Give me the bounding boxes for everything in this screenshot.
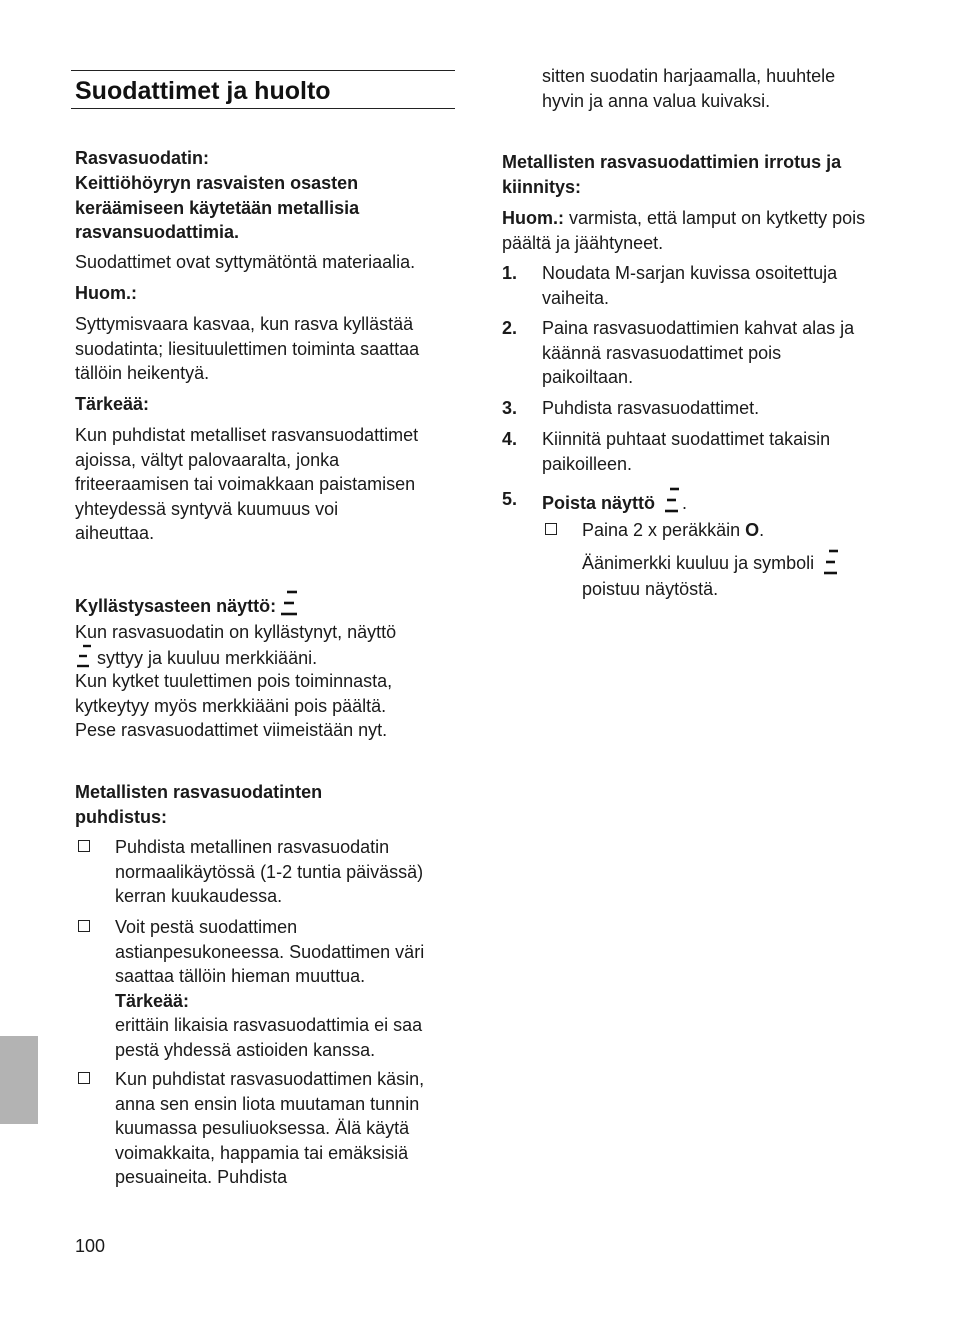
removal-heading: Metallisten rasvasuodattimien irrotus ja kiinnitys: bbox=[502, 152, 842, 197]
step-number: 2. bbox=[502, 318, 518, 338]
sub-result-line bbox=[582, 549, 886, 577]
chapter-tab bbox=[0, 1036, 38, 1124]
saturation-text-1a: Kun rasvasuodatin on kyllästynyt, näyttö bbox=[75, 622, 397, 642]
saturation-heading-text: Kyllästysasteen näyttö: bbox=[75, 596, 277, 616]
filter-saturation-icon bbox=[823, 549, 841, 577]
step-number: 1. bbox=[502, 263, 518, 283]
important-text: Kun puhdistat metalliset rasvansuodattimet ajoissa, vältyt palovaaralta, jonka friteeraamisen tai voimakkaan paistamisen yhteydessä syntyvä kuumuus voi aiheuttaa. bbox=[75, 425, 419, 543]
step-text: Paina rasvasuodattimien kahvat alas ja käännä rasvasuodattimet pois paikoiltaan. bbox=[542, 318, 855, 387]
sub-result-b: poistuu näytöstä. bbox=[582, 578, 719, 599]
removal-note-label: Huom.: bbox=[502, 208, 564, 228]
continuation-text: sitten suodatin harjaamalla, huuhtele hyvin ja anna valua kuivaksi. bbox=[542, 66, 836, 111]
section-title-box bbox=[71, 70, 455, 109]
step-number: 3. bbox=[502, 398, 518, 418]
filter-saturation-icon bbox=[281, 589, 301, 619]
key-o: O bbox=[745, 520, 760, 540]
checkbox-icon bbox=[78, 840, 90, 852]
checkbox-icon bbox=[78, 920, 90, 932]
sub-result-a: Äänimerkki kuuluu ja symboli bbox=[582, 552, 815, 573]
step-5-text: Poista näyttö bbox=[542, 493, 656, 513]
step-text: Puhdista rasvasuodattimet. bbox=[542, 398, 760, 418]
cleaning-item-2-wrap bbox=[115, 915, 455, 1062]
sub-item-b: . bbox=[759, 520, 765, 540]
sub-item-text bbox=[582, 518, 886, 543]
sub-item-a: Paina 2 x peräkkäin bbox=[582, 520, 741, 540]
step-5-period: . bbox=[682, 493, 688, 513]
saturation-heading bbox=[75, 589, 455, 619]
checkbox-icon bbox=[545, 523, 557, 535]
filter-saturation-icon bbox=[664, 487, 682, 515]
step-number: 5. bbox=[502, 489, 518, 509]
step-text: Noudata M-sarjan kuvissa osoitettuja vaiheita. bbox=[542, 263, 838, 308]
step-text: Kiinnitä puhtaat suodattimet takaisin paikoilleen. bbox=[542, 429, 831, 474]
saturation-text-1b: syttyy ja kuuluu merkkiääni. bbox=[97, 648, 318, 668]
note-label: Huom.: bbox=[75, 283, 137, 303]
page-number: 100 bbox=[75, 1236, 106, 1256]
saturation-text-3: Pese rasvasuodattimet viimeistään nyt. bbox=[75, 720, 388, 740]
saturation-text-2: Kun kytket tuulettimen pois toiminnasta, kytkeytyy myös merkkiääni pois päältä. bbox=[75, 671, 393, 716]
cleaning-item-1: Puhdista metallinen rasvasuodatin normaalikäytössä (1-2 tuntia päivässä) kerran kuukaudessa. bbox=[115, 837, 424, 906]
sub-item-wrap bbox=[582, 518, 886, 601]
cleaning-important-text: erittäin likaisia rasvasuodattimia ei saa pestä yhdessä astioiden kanssa. bbox=[115, 1015, 423, 1060]
cleaning-item-2: Voit pestä suodattimen astianpesukoneessa. Suodattimen väri saattaa tällöin hieman muuttua. bbox=[115, 917, 425, 986]
cleaning-item-3: Kun puhdistat rasvasuodattimen käsin, anna sen ensin liota muutaman tunnin kuumassa pesuliuoksessa. Älä käytä voimakkaita, happamia tai emäksisiä pesuaineita. Puhdista bbox=[115, 1069, 425, 1187]
step-text bbox=[542, 487, 886, 516]
grease-filter-heading: Rasvasuodatin: bbox=[75, 148, 210, 168]
saturation-text-1 bbox=[75, 644, 455, 671]
note-text: Syttymisvaara kasvaa, kun rasva kyllästää suodatinta; liesituulettimen toiminta saattaa tällöin heikentyä. bbox=[75, 314, 420, 383]
page-title: Suodattimet ja huolto bbox=[75, 77, 331, 105]
grease-filter-subheading: Keittiöhöyryn rasvaisten osasten keräämiseen käytetään metallisia rasvansuodattimia. bbox=[75, 173, 360, 242]
step-number: 4. bbox=[502, 429, 518, 449]
removal-note-text: varmista, että lamput on kytketty pois päältä ja jäähtyneet. bbox=[502, 208, 866, 253]
cleaning-important-label: Tärkeää: bbox=[115, 990, 190, 1011]
cleaning-heading: Metallisten rasvasuodatinten puhdistus: bbox=[75, 782, 323, 827]
filter-saturation-icon bbox=[75, 644, 93, 670]
important-label: Tärkeää: bbox=[75, 394, 150, 414]
removal-note bbox=[502, 206, 872, 255]
checkbox-icon bbox=[78, 1072, 90, 1084]
material-text: Suodattimet ovat syttymätöntä materiaalia. bbox=[75, 252, 416, 272]
